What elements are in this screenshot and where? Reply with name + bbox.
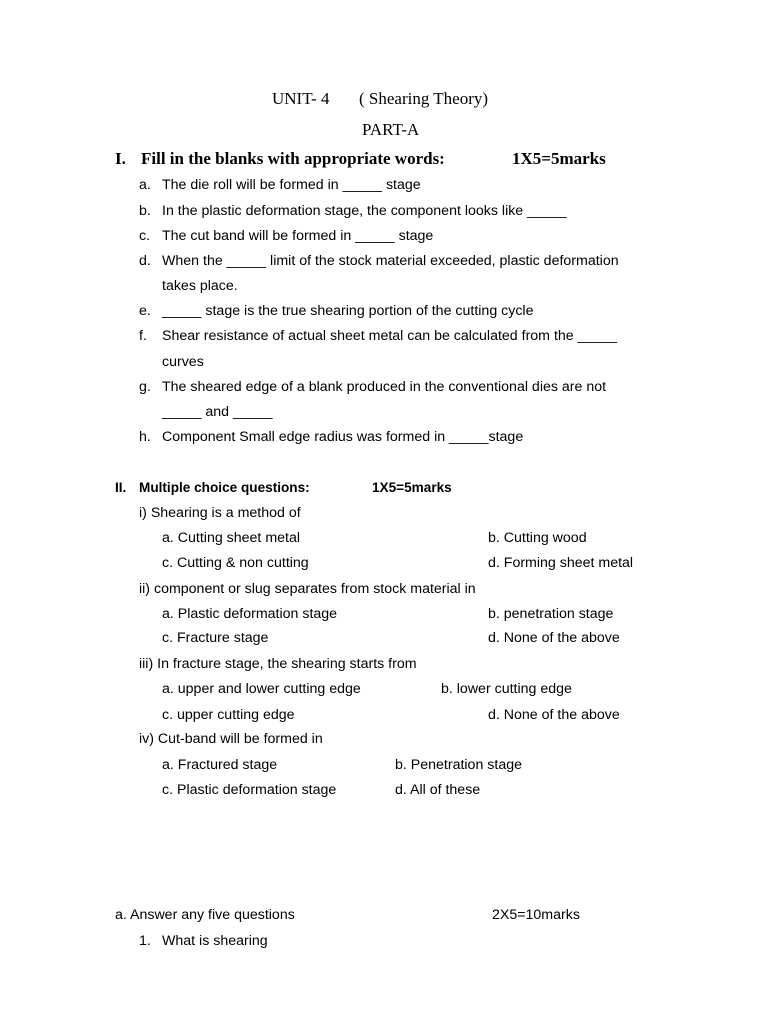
section1-marks: 1X5=5marks [512,149,606,168]
fill-blank-letter: g. [139,379,151,395]
section3-label: a. Answer any five questions [115,907,295,923]
mcq-question: ii) component or slug separates from stock material in [139,581,476,597]
section3-marks: 2X5=10marks [492,907,580,923]
section1-numeral: I. [115,149,126,168]
mcq-option: c. Cutting & non cutting [162,555,309,571]
unit-topic: ( Shearing Theory) [359,89,489,108]
unit-label: UNIT- 4 [272,89,330,108]
fill-blank-letter: h. [139,429,151,445]
mcq-option: d. Forming sheet metal [488,555,634,571]
mcq-question: i) Shearing is a method of [139,505,301,521]
short-answer-number: 1. [139,933,151,949]
fill-blank-question: The sheared edge of a blank produced in the conventional dies are not [162,379,607,395]
fill-blank-question: The cut band will be formed in _____ stage [162,228,434,244]
fill-blank-question-continued: _____ and _____ [162,404,273,420]
fill-blank-question-continued: takes place. [162,278,238,294]
short-answer-question: What is shearing [162,933,268,949]
mcq-option: c. Fracture stage [162,630,269,646]
section2-heading: Multiple choice questions: [139,480,310,495]
mcq-option: c. upper cutting edge [162,707,295,723]
section1-heading: Fill in the blanks with appropriate words: [141,149,445,168]
fill-blank-question-continued: curves [162,354,204,370]
mcq-question: iv) Cut-band will be formed in [139,731,323,747]
mcq-option: a. upper and lower cutting edge [162,681,361,697]
mcq-option: a. Cutting sheet metal [162,530,301,546]
fill-blank-letter: f. [139,328,147,344]
mcq-option: b. Penetration stage [395,757,522,773]
mcq-option: d. All of these [395,782,481,798]
mcq-option: a. Fractured stage [162,757,278,773]
mcq-option: b. Cutting wood [488,530,587,546]
mcq-option: d. None of the above [488,707,620,723]
fill-blank-letter: e. [139,303,151,319]
fill-blank-letter: a. [139,177,151,193]
fill-blank-question: _____ stage is the true shearing portion of the cutting cycle [162,303,534,319]
mcq-option: d. None of the above [488,630,620,646]
fill-blank-question: When the _____ limit of the stock material exceeded, plastic deformation [162,253,619,269]
mcq-option: b. lower cutting edge [441,681,572,697]
fill-blank-letter: d. [139,253,151,269]
mcq-option: c. Plastic deformation stage [162,782,337,798]
mcq-option: a. Plastic deformation stage [162,606,338,622]
section2-numeral: II. [115,480,127,495]
fill-blank-question: Component Small edge radius was formed in _____stage [162,429,524,445]
fill-blank-letter: c. [139,228,151,244]
mcq-option: b. penetration stage [488,606,614,622]
fill-blank-letter: b. [139,203,151,219]
section2-marks: 1X5=5marks [372,480,452,495]
fill-blank-question: In the plastic deformation stage, the component looks like _____ [162,203,567,219]
fill-blank-question: The die roll will be formed in _____ stage [162,177,421,193]
fill-blank-question: Shear resistance of actual sheet metal can be calculated from the _____ [162,328,618,344]
part-label: PART-A [362,120,420,139]
mcq-question: iii) In fracture stage, the shearing starts from [139,656,417,672]
